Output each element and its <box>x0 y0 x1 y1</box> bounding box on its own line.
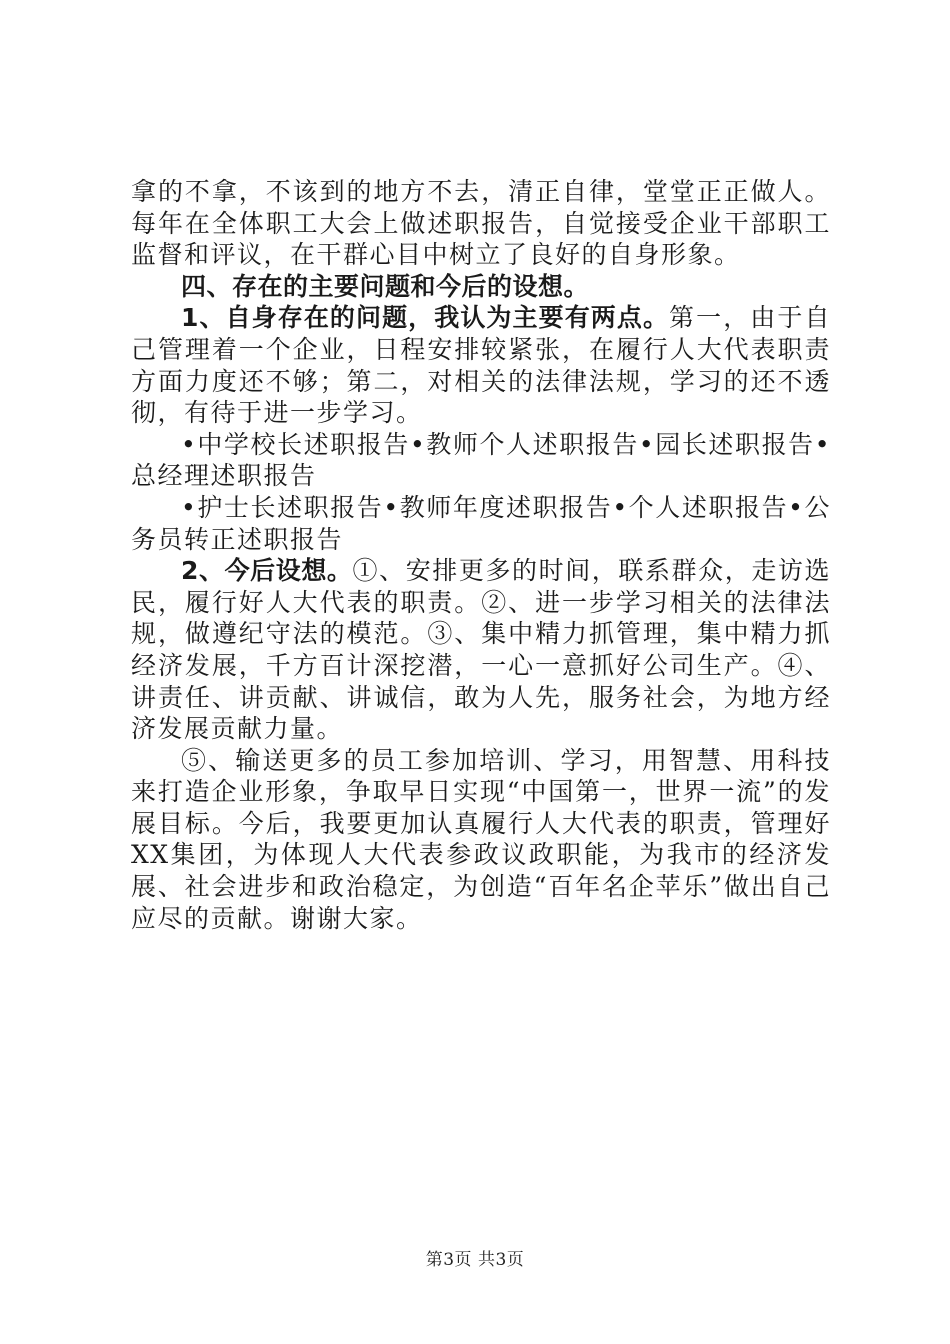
paragraph-text: ⑤、输送更多的员工参加培训、学习，用智慧、用科技来打造企业形象，争取早日实现“中国第一，世界一流”的发展目标。今后，我要更加认真履行人大代表的职责，管理好XX集团，为体现人大代表参政议政职能，为我市的经济发展、社会进步和政治稳定，为创造“百年名企苹乐”做出自己应尽的贡献。谢谢大家。 <box>131 745 831 933</box>
paragraph-self-problems <box>131 302 831 428</box>
related-links-text: •中学校长述职报告•教师个人述职报告•园长述职报告•总经理述职报告 <box>131 429 831 491</box>
paragraph-lead: 2、今后设想。 <box>181 556 353 586</box>
related-links-line-2 <box>131 492 831 555</box>
page-footer <box>0 1245 950 1270</box>
paragraph-text: ①、安排更多的时间，联系群众，走访选民，履行好人大代表的职责。②、进一步学习相关的法律法规，做遵纪守法的模范。③、集中精力抓管理，集中精力抓经济发展，千方百计深挖潜，一心一意抓好公司生产。④、讲责任、讲贡献、讲诚信，敢为人先，服务社会，为地方经济发展贡献力量。 <box>131 556 831 744</box>
page-number: 第3页 共3页 <box>425 1250 525 1270</box>
paragraph-lead: 1、自身存在的问题，我认为主要有两点。 <box>181 303 670 333</box>
section-heading-text: 四、存在的主要问题和今后的设想。 <box>181 271 590 301</box>
paragraph-integrity <box>131 176 831 271</box>
related-links-line-1 <box>131 429 831 492</box>
document-body <box>131 176 831 934</box>
section-heading-problems <box>131 271 831 303</box>
paragraph-closing <box>131 745 831 935</box>
related-links-text: •护士长述职报告•教师年度述职报告•个人述职报告•公务员转正述职报告 <box>131 492 831 554</box>
paragraph-text: 拿的不拿，不该到的地方不去，清正自律，堂堂正正做人。每年在全体职工大会上做述职报告，自觉接受企业干部职工监督和评议，在干群心目中树立了良好的自身形象。 <box>131 177 831 270</box>
paragraph-future-plans <box>131 555 831 745</box>
paragraph-text: 第一，由于自己管理着一个企业，日程安排较紧张，在履行人大代表职责方面力度还不够；第二，对相关的法律法规，学习的还不透彻，有待于进一步学习。 <box>131 303 831 428</box>
